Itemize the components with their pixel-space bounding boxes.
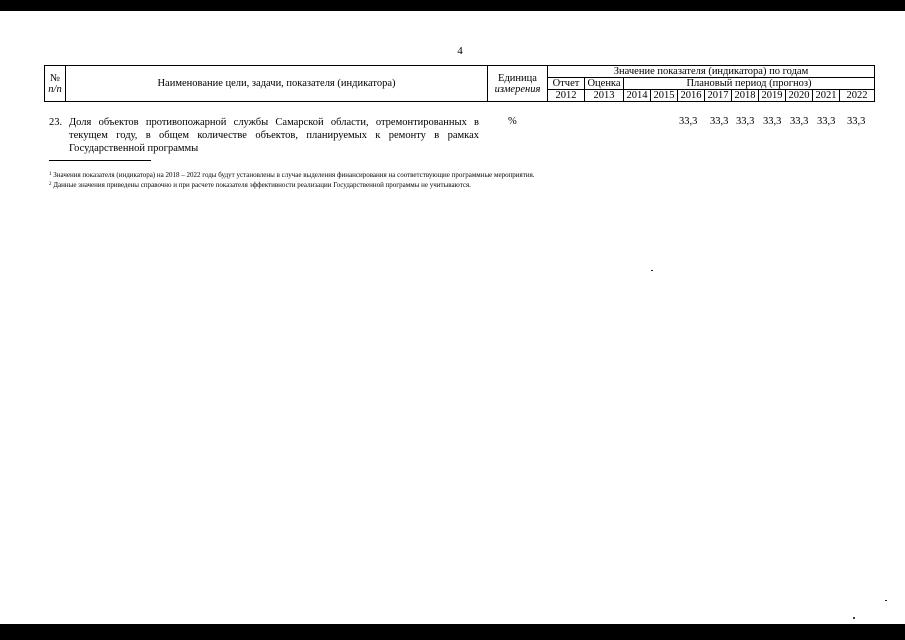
header-unit-cell bbox=[488, 66, 548, 102]
header-plan-cell: Плановый период (прогноз) bbox=[624, 78, 875, 90]
row-value: 33,3 bbox=[710, 116, 729, 127]
row-value: 33,3 bbox=[790, 116, 809, 127]
footnote-separator bbox=[49, 160, 151, 161]
row-value: 33,3 bbox=[847, 116, 866, 127]
header-estimate-cell: Оценка bbox=[585, 78, 624, 90]
row-unit: % bbox=[508, 116, 517, 127]
header-year-cell: 2013 bbox=[585, 90, 624, 102]
scan-speck bbox=[853, 617, 855, 619]
header-year-cell: 2020 bbox=[786, 90, 813, 102]
footnote-text: Значения показателя (индикатора) на 2018 – 2022 годы будут установлены в случае выделения финансирования на соответствующие программные мероприятия. bbox=[53, 171, 535, 179]
scan-bottom-border bbox=[0, 624, 905, 640]
header-year-cell: 2015 bbox=[651, 90, 678, 102]
footnote-mark: 1 bbox=[49, 172, 52, 177]
header-year-cell: 2021 bbox=[813, 90, 840, 102]
row-value: 33,3 bbox=[763, 116, 782, 127]
row-indicator-name: Доля объектов противопожарной службы Самарской области, отремонтированных в текущем году, в общем количестве объектов, планируемых к ремонту в рамках Государственной программы bbox=[69, 117, 479, 154]
footnote bbox=[49, 180, 471, 190]
header-number-cell bbox=[45, 66, 66, 102]
header-year-cell: 2022 bbox=[840, 90, 875, 102]
header-number-label: № bbox=[49, 72, 61, 84]
header-year-cell: 2016 bbox=[678, 90, 705, 102]
footnote-text: Данные значения приведены справочно и при расчете показателя эффективности реализации Государственной программы не учитываются. bbox=[53, 181, 471, 189]
footnote-mark: 2 bbox=[49, 182, 52, 187]
header-report-cell: Отчет bbox=[548, 78, 585, 90]
header-year-cell: 2017 bbox=[705, 90, 732, 102]
header-year-cell: 2018 bbox=[732, 90, 759, 102]
header-year-cell: 2019 bbox=[759, 90, 786, 102]
row-value: 33,3 bbox=[679, 116, 698, 127]
row-value: 33,3 bbox=[817, 116, 836, 127]
header-number-sublabel: п/п bbox=[48, 83, 62, 95]
header-year-cell: 2012 bbox=[548, 90, 585, 102]
header-group-cell: Значение показателя (индикатора) по годам bbox=[548, 66, 875, 78]
header-year-cell: 2014 bbox=[624, 90, 651, 102]
header-unit-label: Единица bbox=[498, 72, 537, 84]
page-number: 4 bbox=[457, 45, 463, 57]
footnote bbox=[49, 170, 535, 180]
scan-speck bbox=[651, 270, 653, 271]
row-number: 23. bbox=[49, 117, 63, 128]
header-unit-sublabel: измерения bbox=[494, 83, 541, 95]
row-value: 33,3 bbox=[736, 116, 755, 127]
header-name-cell: Наименование цели, задачи, показателя (индикатора) bbox=[66, 66, 488, 102]
scan-top-border bbox=[0, 0, 905, 11]
table-row bbox=[49, 116, 479, 155]
scan-speck bbox=[885, 600, 887, 601]
indicator-table-header bbox=[44, 65, 875, 102]
